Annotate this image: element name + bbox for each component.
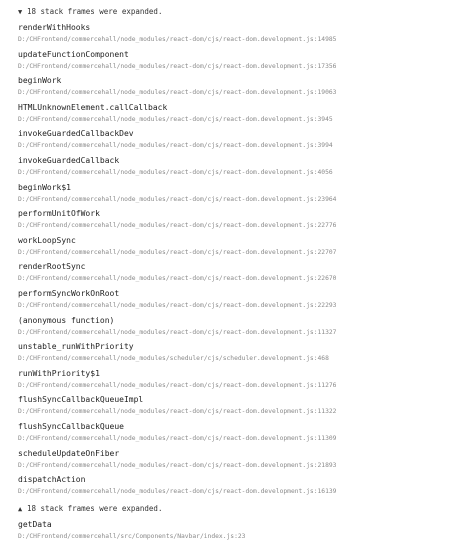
stack-frame[interactable] bbox=[18, 262, 458, 289]
stack-frame[interactable] bbox=[18, 129, 458, 156]
frame-location-link[interactable]: D:/CHFrontend/commercehall/node_modules/react-dom/cjs/react-dom.development.js:21893 bbox=[18, 461, 337, 469]
frame-function-name: unstable_runWithPriority bbox=[18, 342, 134, 352]
stack-frame[interactable] bbox=[18, 342, 458, 369]
frame-location-link[interactable]: D:/CHFrontend/commercehall/node_modules/react-dom/cjs/react-dom.development.js:11327 bbox=[18, 328, 337, 336]
stack-frame[interactable] bbox=[18, 76, 458, 103]
collapse-frames-toggle[interactable] bbox=[18, 6, 458, 18]
stack-frame[interactable] bbox=[18, 395, 458, 422]
triangle-down-icon: ▼ bbox=[18, 8, 23, 16]
stack-frame[interactable] bbox=[18, 520, 458, 544]
frame-location-link[interactable]: D:/CHFrontend/commercehall/node_modules/react-dom/cjs/react-dom.development.js:19063 bbox=[18, 89, 337, 97]
frame-location-link[interactable]: D:/CHFrontend/commercehall/node_modules/react-dom/cjs/react-dom.development.js:16139 bbox=[18, 488, 337, 496]
frame-location-link[interactable]: D:/CHFrontend/commercehall/node_modules/scheduler/cjs/scheduler.development.js:468 bbox=[18, 355, 329, 363]
frame-function-name: scheduleUpdateOnFiber bbox=[18, 448, 120, 458]
frame-function-name: flushSyncCallbackQueue bbox=[18, 421, 124, 431]
stack-frame[interactable] bbox=[18, 422, 458, 449]
frame-location-link[interactable]: D:/CHFrontend/commercehall/node_modules/react-dom/cjs/react-dom.development.js:17356 bbox=[18, 62, 337, 70]
frame-function-name: performUnitOfWork bbox=[18, 209, 100, 219]
frame-location-link[interactable]: D:/CHFrontend/commercehall/node_modules/react-dom/cjs/react-dom.development.js:11322 bbox=[18, 408, 337, 416]
stack-frame[interactable] bbox=[18, 449, 458, 476]
expand-frames-toggle[interactable] bbox=[18, 503, 458, 515]
stack-trace bbox=[18, 6, 458, 544]
stack-frame[interactable] bbox=[18, 475, 458, 502]
frame-function-name: renderWithHooks bbox=[18, 23, 91, 32]
frame-location-link[interactable]: D:/CHFrontend/commercehall/node_modules/react-dom/cjs/react-dom.development.js:11276 bbox=[18, 381, 337, 389]
stack-frame[interactable] bbox=[18, 209, 458, 236]
frame-location-link[interactable]: D:/CHFrontend/commercehall/node_modules/react-dom/cjs/react-dom.development.js:22776 bbox=[18, 222, 337, 230]
frame-location-link[interactable]: D:/CHFrontend/commercehall/node_modules/react-dom/cjs/react-dom.development.js:22293 bbox=[18, 301, 337, 309]
frame-location-link[interactable]: D:/CHFrontend/commercehall/src/Components/Navbar/index.js:23 bbox=[18, 532, 246, 540]
frame-function-name: (anonymous function) bbox=[18, 315, 115, 325]
frame-function-name: workLoopSync bbox=[18, 235, 76, 245]
frame-location-link[interactable]: D:/CHFrontend/commercehall/node_modules/react-dom/cjs/react-dom.development.js:3945 bbox=[18, 115, 333, 123]
stack-frame[interactable] bbox=[18, 236, 458, 263]
frame-function-name: runWithPriority$1 bbox=[18, 368, 100, 378]
frame-function-name: invokeGuardedCallbackDev bbox=[18, 129, 134, 139]
frame-location-link[interactable]: D:/CHFrontend/commercehall/node_modules/react-dom/cjs/react-dom.development.js:3994 bbox=[18, 142, 333, 150]
frame-location-link[interactable]: D:/CHFrontend/commercehall/node_modules/react-dom/cjs/react-dom.development.js:11309 bbox=[18, 434, 337, 442]
collapse-frames-label: 18 stack frames were expanded. bbox=[27, 7, 163, 16]
stack-frame[interactable] bbox=[18, 156, 458, 183]
frame-function-name: performSyncWorkOnRoot bbox=[18, 288, 120, 298]
frame-location-link[interactable]: D:/CHFrontend/commercehall/node_modules/react-dom/cjs/react-dom.development.js:22707 bbox=[18, 248, 337, 256]
frame-function-name: flushSyncCallbackQueueImpl bbox=[18, 395, 144, 405]
frame-function-name: beginWork$1 bbox=[18, 182, 71, 192]
stack-frame[interactable] bbox=[18, 289, 458, 316]
stack-frame[interactable] bbox=[18, 103, 458, 130]
stack-frames-list bbox=[18, 23, 458, 502]
frame-function-name: updateFunctionComponent bbox=[18, 49, 129, 59]
frame-function-name: invokeGuardedCallback bbox=[18, 155, 120, 165]
frame-location-link[interactable]: D:/CHFrontend/commercehall/node_modules/react-dom/cjs/react-dom.development.js:23964 bbox=[18, 195, 337, 203]
stack-frame[interactable] bbox=[18, 316, 458, 343]
frame-function-name: getData bbox=[18, 519, 52, 529]
triangle-up-icon: ▲ bbox=[18, 504, 23, 513]
stack-frame[interactable] bbox=[18, 50, 458, 77]
frame-location-link[interactable]: D:/CHFrontend/commercehall/node_modules/react-dom/cjs/react-dom.development.js:14985 bbox=[18, 36, 337, 43]
frame-location-link[interactable]: D:/CHFrontend/commercehall/node_modules/react-dom/cjs/react-dom.development.js:22670 bbox=[18, 275, 337, 283]
stack-frame[interactable] bbox=[18, 369, 458, 396]
frame-function-name: HTMLUnknownElement.callCallback bbox=[18, 102, 168, 112]
frame-location-link[interactable]: D:/CHFrontend/commercehall/node_modules/react-dom/cjs/react-dom.development.js:4056 bbox=[18, 168, 333, 176]
frame-function-name: dispatchAction bbox=[18, 475, 86, 485]
expand-frames-label: 18 stack frames were expanded. bbox=[27, 503, 163, 513]
frame-function-name: beginWork bbox=[18, 76, 62, 86]
frame-function-name: renderRootSync bbox=[18, 262, 86, 272]
stack-frame[interactable] bbox=[18, 183, 458, 210]
stack-frame[interactable] bbox=[18, 23, 458, 50]
